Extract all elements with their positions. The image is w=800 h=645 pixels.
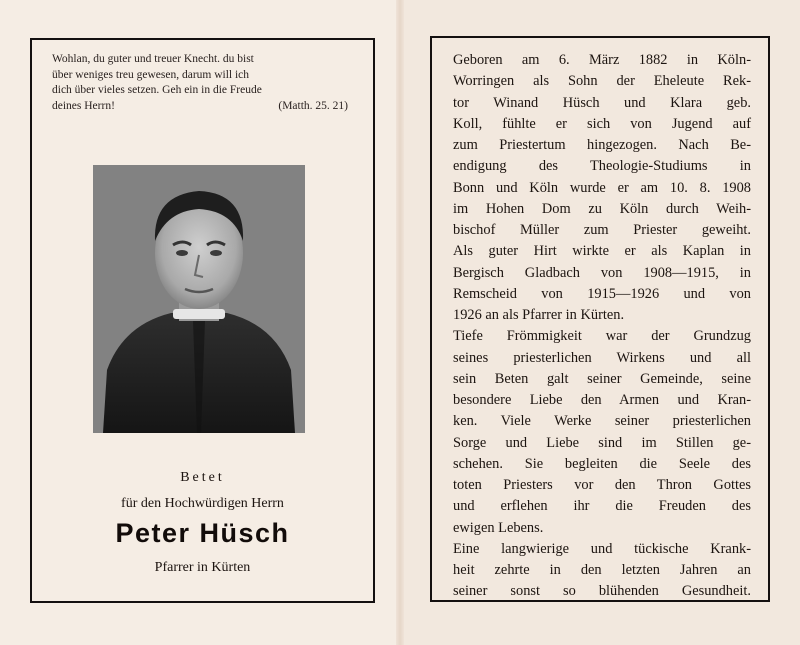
bio-line: seiner sonst so blühenden Gesundheit. [453, 583, 751, 600]
deceased-name: Peter Hüsch [115, 518, 290, 548]
bio-line: Geboren am 6. März 1882 in Köln- [453, 52, 751, 68]
quote-line: Wohlan, du guter und treuer Knecht. du bist [52, 53, 254, 65]
bio-line: Tiefe Frömmigkeit war der Grundzug [453, 328, 751, 345]
bio-line: besondere Liebe den Armen und Kran- [453, 392, 751, 408]
bio-line: zum Priestertum hingezogen. Nach Be- [453, 137, 751, 153]
bio-line: Worringen als Sohn der Eheleute Rek- [453, 73, 751, 90]
bio-line: Bonn und Köln wurde er am 10. 8. 1908 [453, 179, 751, 196]
betet-heading: Betet [180, 470, 225, 485]
dedication-line: für den Hochwürdigen Herrn [121, 496, 284, 511]
quote-line: deines Herrn! [52, 99, 115, 112]
bio-line: 1926 an als Pfarrer in Kürten. [453, 307, 625, 323]
bio-line: toten Priesters vor den Thron Gottes [453, 477, 751, 493]
quote-citation: (Matth. 25. 21) [278, 99, 348, 112]
bio-line: ken. Viele Werke seiner priesterlichen [453, 413, 751, 430]
bio-line: endigung des Theologie-Studiums in [453, 158, 751, 175]
bio-line: seines priesterlichen Wirkens und all [453, 349, 751, 366]
bio-line: heit zehrte in den letzten Jahren an [453, 562, 751, 578]
bio-line: schehen. Sie begleiten die Seele des [453, 455, 751, 472]
bio-line: Eine langwierige und tückische Krank- [453, 540, 751, 557]
portrait-image [93, 165, 305, 433]
bio-line: Koll, fühlte er sich von Jugend auf [453, 115, 751, 132]
page-fold [396, 0, 404, 645]
deceased-title: Pfarrer in Kürten [154, 560, 251, 575]
bio-line: sein Beten galt seiner Gemeinde, seine [453, 370, 751, 387]
bio-line: Remscheid von 1915—1926 und von [453, 285, 751, 302]
bio-line: ewigen Lebens. [453, 519, 544, 536]
quote-line: über weniges treu gewesen, darum will ich [52, 68, 250, 81]
bio-line: Bergisch Gladbach von 1908—1915, in [453, 264, 751, 281]
bio-line: und erflehen ihr die Freuden des [453, 498, 751, 515]
quote-line: dich über vieles setzen. Geh ein in die Freude [52, 84, 262, 96]
bio-line: tor Winand Hüsch und Klara geb. [453, 94, 751, 111]
bio-line: Sorge und Liebe sind im Stillen ge- [453, 434, 751, 451]
bio-line: im Hohen Dom zu Köln durch Weih- [453, 200, 751, 217]
bio-line: Als guter Hirt wirkte er als Kaplan in [453, 243, 751, 260]
bible-quote [52, 52, 348, 114]
bio-line: bischof Müller zum Priester geweiht. [453, 222, 751, 238]
priest-portrait [93, 165, 305, 433]
biography-text [453, 50, 751, 603]
